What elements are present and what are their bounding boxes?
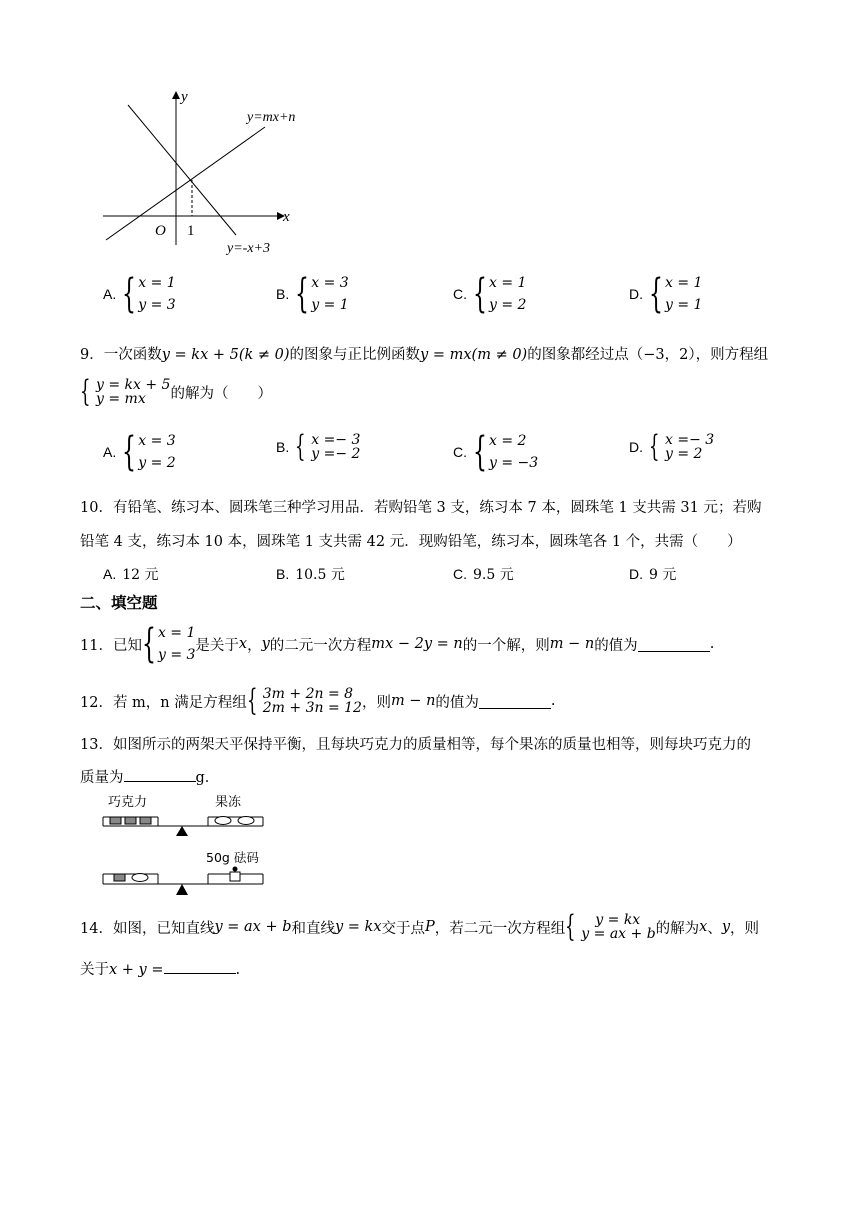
origin-label: O	[155, 223, 166, 239]
q9-option-b[interactable]	[276, 429, 361, 464]
jelly-label: 果冻	[215, 795, 242, 810]
q10-option-b[interactable]: B. 10.5 元	[276, 566, 345, 583]
question-9-line1: 9．一次函数y = kx + 5(k ≠ 0)的图象与正比例函数y = mx(m ≠ 0)的图象都经过点（−3，2），则方程组	[80, 347, 769, 363]
equation-system: { x = 1 y = 2	[473, 271, 527, 317]
q10-option-d[interactable]: D. 9 元	[629, 566, 677, 583]
question-10-line1: 10．有铅笔、练习本、圆珠笔三种学习用品．若购铅笔 3 支，练习本 7 本，圆珠笔 1 支共需 31 元；若购	[80, 500, 762, 516]
equation-system: { x =− 3 y =− 2	[295, 429, 361, 464]
weight-block	[230, 872, 240, 881]
function-graph	[95, 85, 335, 260]
option-label: B.	[276, 439, 290, 455]
question-12: 12．若 m，n 满足方程组 { 3m + 2n = 8 2m + 3n = 12 ，则 m − n 的值为 .	[80, 683, 556, 718]
y-axis-label: y	[181, 89, 188, 105]
answer-blank[interactable]	[638, 637, 710, 652]
tick-1-label: 1	[187, 223, 195, 239]
option-label: A.	[103, 444, 117, 460]
jelly-piece	[132, 874, 148, 882]
option-label: D.	[629, 286, 643, 302]
q10-option-c[interactable]: C. 9.5 元	[453, 566, 514, 583]
line2-label: y=-x+3	[227, 241, 270, 256]
equation-system: { x =− 3 y = 2	[649, 429, 715, 464]
chocolate-block	[114, 874, 125, 881]
option-label: A.	[103, 286, 117, 302]
fulcrum	[176, 826, 188, 836]
balance-scales-figure	[98, 790, 273, 905]
equation-system: { y = kx y = ax + b	[565, 909, 656, 944]
equation-system: { 3m + 2n = 8 2m + 3n = 12	[246, 683, 362, 718]
equation-system: { y = kx + 5 y = mx	[80, 374, 171, 409]
line1-label: y=mx+n	[247, 110, 296, 125]
question-9-line2: { y = kx + 5 y = mx 的解为（ ）	[80, 374, 272, 409]
question-14-line2: 关于x + y = .	[80, 958, 240, 979]
equation-system: { x = 3 y = 1	[295, 271, 349, 317]
equation-system: { x = 1 y = 3	[141, 621, 196, 667]
q8-option-c[interactable]	[453, 272, 526, 316]
q9-option-d[interactable]	[629, 429, 715, 464]
chocolate-block	[125, 817, 136, 824]
fulcrum	[176, 884, 188, 895]
chocolate-block	[110, 817, 121, 824]
line-mx-n	[106, 127, 265, 240]
q8-option-d[interactable]	[629, 272, 702, 316]
q9-option-a[interactable]	[103, 430, 176, 474]
balance-scale-2	[103, 867, 263, 896]
x-axis-label: x	[283, 209, 290, 225]
question-13-line1: 13．如图所示的两架天平保持平衡，且每块巧克力的质量相等，每个果冻的质量也相等，则每块巧克力的	[80, 737, 751, 753]
equation-system: { x = 1 y = 3	[122, 271, 176, 317]
weight-label: 50g 砝码	[206, 850, 259, 865]
question-11: 11．已知 { x = 1 y = 3 是关于 x ， y 的二元一次方程 mx − 2y = n 的一个解，则 m − n 的值为 .	[80, 621, 715, 667]
answer-blank[interactable]	[124, 767, 196, 782]
question-14-line1: 14．如图，已知直线 y = ax + b 和直线 y = kx 交于点 P ，若二元一次方程组 { y = kx y = ax + b 的解为 x 、 y ，则	[80, 909, 760, 944]
option-label: C.	[453, 444, 467, 460]
equation-system: { x = 2 y = −3	[473, 429, 539, 475]
chocolate-label: 巧克力	[108, 795, 148, 810]
chocolate-block	[140, 817, 151, 824]
option-label: D.	[629, 439, 643, 455]
weight-knob	[233, 867, 238, 872]
option-label: C.	[453, 286, 467, 302]
balance-scale-1	[103, 817, 263, 837]
answer-blank[interactable]	[164, 959, 236, 974]
section-heading: 二、填空题	[80, 595, 158, 612]
question-10-line2: 铅笔 4 支，练习本 10 本，圆珠笔 1 支共需 42 元．现购铅笔，练习本，圆珠笔各 1 个，共需（ ）	[80, 534, 742, 550]
q9-option-c[interactable]	[453, 430, 538, 474]
jelly-piece	[215, 817, 231, 825]
q10-option-a[interactable]: A. 12 元	[103, 566, 159, 583]
option-label: B.	[276, 286, 290, 302]
q8-option-b[interactable]	[276, 272, 349, 316]
equation-system: { x = 1 y = 1	[649, 271, 703, 317]
y-axis-arrow	[172, 91, 180, 99]
answer-blank[interactable]	[479, 694, 551, 709]
equation-system: { x = 3 y = 2	[122, 429, 176, 475]
question-13-line2: 质量为 g．	[80, 766, 219, 787]
jelly-piece	[238, 817, 254, 825]
q8-option-a[interactable]	[103, 272, 176, 316]
